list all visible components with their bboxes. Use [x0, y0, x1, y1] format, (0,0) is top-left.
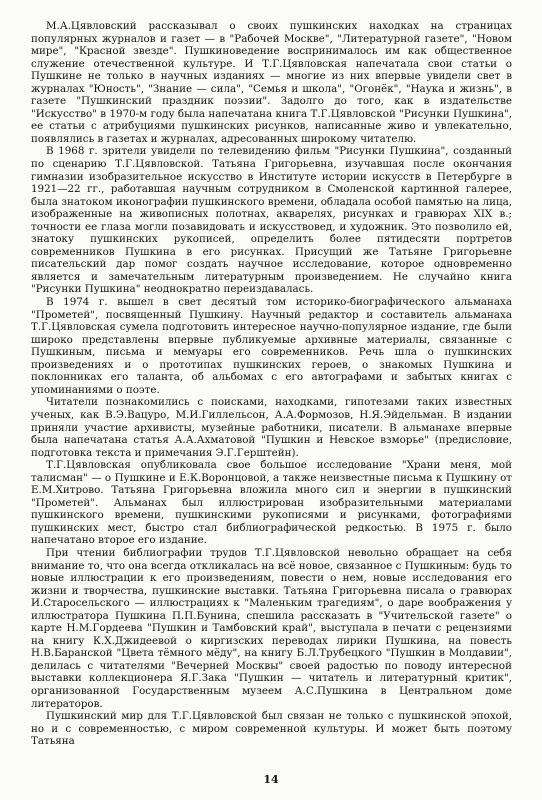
paragraph-5: Т.Г.Цявловская опубликовала свое большое исследование "Храни меня, мой талисман" — о Пушкине и Е.К.Воронцовой, а также неизвестные письма к Пушкину от Е.М.Хитрово. Татьяна Григорьевна вложила много сил и энергии в пушкинский "Прометей". Альманах был иллюстрирован изобразительными материалами пушкинского времени, пушкинскими рукописями и рисунками, фотографиями пушкинских мест, быстро стал библиографической редкостью. В 1975 г. было напечатано второе его издание.	[31, 459, 512, 547]
paragraph-4: Читатели познакомились с поисками, находками, гипотезами таких известных ученых, как В.Э.Вацуро, М.И.Гиллельсон, А.А.Формозов, Н.Я.Эйдельман. В издании приняли участие архивисты, музейные работники, писатели. В альманахе впервые была напечатана статья А.А.Ахматовой "Пушкин и Невское взморье" (предисловие, подготовка текста и примечания Э.Г.Герштейн).	[31, 396, 512, 459]
paragraph-3: В 1974 г. вышел в свет десятый том историко-биографического альманаха "Прометей", посвященный Пушкину. Научный редактор и составитель альманаха Т.Г.Цявловская сумела подготовить интересное научно-популярное издание, где были широко представлены впервые публикуемые архивные материалы, связанные с Пушкиным, письма и мемуары его современников. Речь шла о пушкинских произведениях и о прототипах пушкинских героев, о знакомых Пушкина и поклонниках его таланта, об альбомах с его автографами и забытых книгах с упоминаниями о поэте.	[31, 296, 512, 396]
paragraph-6: При чтении библиографии трудов Т.Г.Цявловской невольно обращает на себя внимание то, что она всегда откликалась на всё новое, связанное с Пушкиным: будь то новые иллюстрации к его произведениям, повести о нем, новые исследования его жизни и творчества, пушкинские выставки. Татьяна Григорьевна писала о гравюрах И.Старосельского — иллюстрациях к "Маленьким трагедиям", о даре воображения у иллюстратора Пушкина П.П.Бунина, спешила рассказать в "Учительской газете" о карте Н.М.Гордеева "Пушкин и Тамбовский край", выступала в печати с рецензиями на книгу К.Х.Джидеевой о киргизских переводах лирики Пушкина, на повесть Н.В.Баранской "Цвета тёмного мёду", на книгу Б.Л.Трубецкого "Пушкин в Молдавии", делилась с читателями "Вечерней Москвы" своей радостью по поводу интересной выставки коллекционера Я.Г.Зака "Пушкин — читатель и литературный критик", организованной Государственным музеем А.С.Пушкина в Центральном доме литераторов.	[31, 546, 512, 710]
paragraph-1: М.А.Цявловский рассказывал о своих пушкинских находках на страницах популярных журналов и газет — в "Рабочей Москве", "Литературной газете", "Новом мире", "Красной звезде". Пушкиноведение воспринималось им как общественное служение отечественной культуре. И Т.Г.Цявловская напечатала свои статьи о Пушкине не только в научных изданиях — многие из них впервые увидели свет в журналах "Юность", "Знание — сила", "Семья и школа", "Огонёк", "Наука и жизнь", в газете "Пушкинский праздник поэзии". Задолго до того, как в издательстве "Искусство" в 1970-м году была напечатана книга Т.Г.Цявловской "Рисунки Пушкина", ее статьи с атрибуциями пушкинских рисунков, написанные живо и увлекательно, появлялись в газетах и журналах, адресованных широкому читателю.	[31, 20, 512, 145]
paragraph-7: Пушкинский мир для Т.Г.Цявловской был связан не только с пушкинской эпохой, но и с современностью, с миром современной культуры. И может быть поэтому Татьяна	[31, 710, 512, 748]
paragraph-2: В 1968 г. зрители увидели по телевидению фильм "Рисунки Пушкина", созданный по сценарию Т.Г.Цявловской. Татьяна Григорьевна, изучавшая после окончания гимназии изобразительное искусство в Институте истории искусств в Петербурге в 1921—22 гг., работавшая научным сотрудником в Смоленской картинной галерее, была знатоком иконографии пушкинского времени, обладала особой памятью на лица, изображенные на живописных полотнах, акварелях, рисунках и гравюрах XIX в.; точности ее глаза могли позавидовать и искусствовед, и художник. Это позволило ей, знатоку пушкинских рукописей, определить более пятидесяти портретов современников Пушкина в его рисунках. Присущий же Татьяне Григорьевне писательский дар помог создать научное исследование, которое одновременно является и замечательным литературным произведением. Не случайно книга "Рисунки Пушкина" неоднократно переиздавалась.	[31, 145, 512, 296]
body-text	[31, 20, 512, 762]
page-number: 14	[263, 773, 279, 786]
